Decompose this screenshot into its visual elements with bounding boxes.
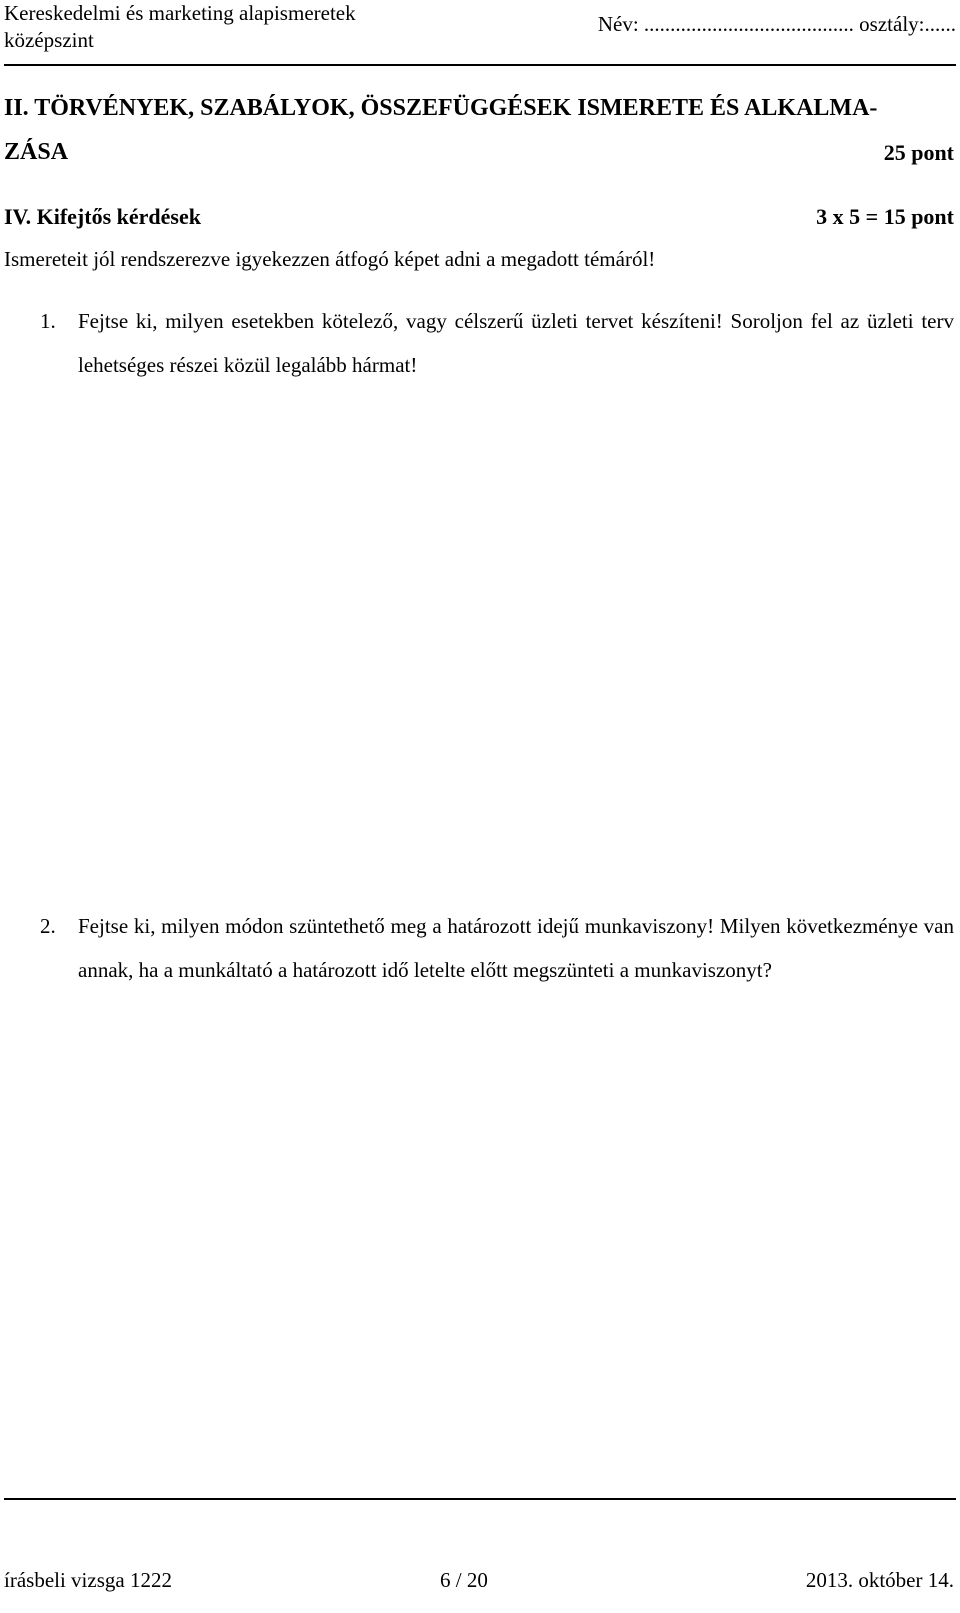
subsection-points: 3 x 5 = 15 pont bbox=[816, 204, 954, 229]
section-title-line2: ZÁSA bbox=[4, 139, 69, 165]
exam-level: középszint bbox=[4, 28, 94, 52]
exam-code: írásbeli vizsga 1222 bbox=[4, 1568, 172, 1592]
exam-date: 2013. október 14. bbox=[805, 1568, 954, 1592]
name-class-field: Név: ........................................ osztály:...... bbox=[597, 12, 956, 36]
question-text: Fejtse ki, milyen esetekben kötelező, vagy célszerű üzleti tervet készíteni! Soroljon fel az üzleti terv lehetséges részei közül legalább hármat! bbox=[78, 309, 954, 377]
page-number: 6 / 20 bbox=[440, 1568, 488, 1592]
section-title-line1: II. TÖRVÉNYEK, SZABÁLYOK, ÖSSZEFÜGGÉSEK ISMERETE ÉS ALKALMA- bbox=[4, 95, 878, 121]
subsection-title: IV. Kifejtős kérdések bbox=[4, 204, 201, 229]
section-points: 25 pont bbox=[883, 140, 954, 165]
question-1 bbox=[40, 299, 954, 387]
question-2 bbox=[40, 904, 954, 992]
question-number: 1. bbox=[40, 309, 56, 333]
question-number: 2. bbox=[40, 914, 56, 938]
instruction-text: Ismereteit jól rendszerezve igyekezzen átfogó képet adni a megadott témáról! bbox=[4, 247, 656, 271]
question-text: Fejtse ki, milyen módon szüntethető meg a határozott idejű munkaviszony! Milyen következménye van annak, ha a munkáltató a határozott idő letelte előtt megszünteti a munkaviszonyt? bbox=[78, 914, 954, 982]
header-divider bbox=[4, 64, 956, 66]
subject-title: Kereskedelmi és marketing alapismeretek bbox=[4, 1, 356, 25]
footer-divider bbox=[4, 1498, 956, 1500]
